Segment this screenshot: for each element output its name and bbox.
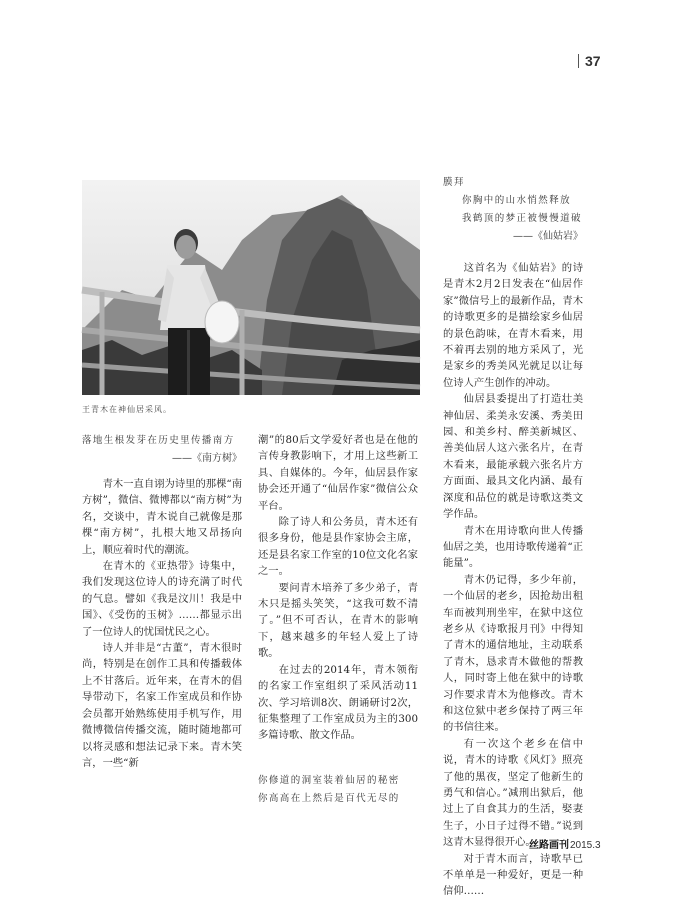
paragraph: 青木仍记得，多少年前，一个仙居的老乡，因抢劫出租车而被判刑坐牢，在狱中这位老乡从《诗歌报月刊》中得知了青木的通信地址，主动联系了青木，恳求青木做他的帮教人，同时寄上他在狱中的诗歌习作要求青木为他修改。青木和这位狱中老乡保持了两三年的书信往来。 (443, 573, 583, 734)
article-column-1 (82, 432, 242, 771)
poem-line: 你高高在上然后是百代无尽的 (258, 792, 400, 804)
paragraph: 仙居县委提出了打造壮美神仙居、柔美永安溪、秀美田园、和美乡村、醉美新城区、善美仙居人这六张名片，在青木看来，最能承载六张名片方方面面、最具文化内涵、最有深度和品位的就是诗歌这类文学作品。 (443, 393, 583, 521)
paragraph: 有一次这个老乡在信中说，青木的诗歌《风灯》照亮了他的黑夜，坚定了他新生的勇气和信心。”减刑出狱后，他过上了自食其力的生活，娶妻生子，小日子过得不错。”说到这青木显得很开心。 (443, 737, 583, 849)
article-photo (82, 180, 420, 395)
poem-line: 膜拜 (443, 177, 465, 188)
paragraph: 诗人并非是“古董”，青木很时尚，特别是在创作工具和传播载体上不甘落后。近年来，在青木的倡导带动下，名家工作室成员和作协会员都开始熟练使用手机写作，用微博微信传播交流，随时随地都可以将灵感和想法记录下来。青木笑言，一些“新 (82, 642, 242, 769)
photo-caption: 王青木在神仙居采风。 (82, 405, 172, 414)
poem-line: 我鹤顶的梦正被慢慢道破 (462, 213, 582, 224)
poem-line: 落地生根发芽在历史里传播南方 (82, 435, 235, 446)
page-number (578, 53, 601, 69)
paragraph: 这首名为《仙姑岩》的诗是青木2月2日发表在“仙居作家”微信号上的最新作品，青木的诗歌更多的是描绘家乡仙居的景色韵味，在青木看来，用不着再去别的地方采风了，光是家乡的秀美风光就足以让每位诗人产生创作的冲动。 (443, 262, 583, 389)
page-number-divider (578, 54, 579, 68)
paragraph: 在过去的2014年，青木领衔的名家工作室组织了采风活动11次、学习培训8次、朗诵研讨2次，征集整理了工作室成员为主的300多篇诗歌、散文作品。 (258, 663, 418, 742)
poem-source: ——《仙姑岩》 (513, 231, 583, 242)
poem-source: ——《南方树》 (172, 453, 242, 464)
paragraph: 潮”的80后文学爱好者也是在他的言传身教影响下，才用上这些新工具、自媒体的。今年，仙居县作家协会还开通了“仙居作家”微信公众平台。 (258, 434, 418, 512)
article-column-2 (258, 432, 418, 808)
poem-line: 你胸中的山水悄然释放 (462, 195, 572, 206)
issue-number: 2015.3 (570, 840, 601, 851)
page-footer (529, 836, 601, 851)
paragraph: 在青木的《亚热带》诗集中，我们发现这位诗人的诗充满了时代的气息。譬如《我是汶川！我是中国》、《受伤的玉树》……都显示出了一位诗人的忧国忧民之心。 (82, 560, 242, 638)
paragraph: 对于青木而言，诗歌早已不单单是一种爱好，更是一种信仰…… (443, 852, 583, 898)
article-column-3 (443, 174, 583, 900)
poem-excerpt-xianguyan-start (258, 772, 418, 808)
paragraph: 青木一直自诩为诗里的那棵“南方树”，微信、微博都以“南方树”为名，交谈中，青木说自己就像是那棵“南方树”，扎根大地又昂扬向上，顺应着时代的潮流。 (82, 478, 242, 556)
paragraph: 要问青木培养了多少弟子，青木只是摇头笑笑，“这我可数不清了。”但不可否认，在青木的影响下，越来越多的年轻人爱上了诗歌。 (258, 581, 418, 660)
page-number-text: 37 (585, 53, 601, 69)
photo-illustration (82, 180, 420, 395)
magazine-name: 丝路画刊 (529, 840, 569, 851)
paragraph: 除了诗人和公务员，青木还有很多身份，他是县作家协会主席，还是县名家工作室的10位文化名家之一。 (258, 516, 418, 578)
poem-excerpt-nanfangshu (82, 432, 242, 468)
poem-excerpt-xianguyan-end (443, 174, 583, 246)
paragraph: 青木在用诗歌向世人传播仙居之美，也用诗歌传递着“正能量”。 (443, 524, 583, 570)
poem-line: 你修道的洞室装着仙居的秘密 (258, 774, 400, 786)
